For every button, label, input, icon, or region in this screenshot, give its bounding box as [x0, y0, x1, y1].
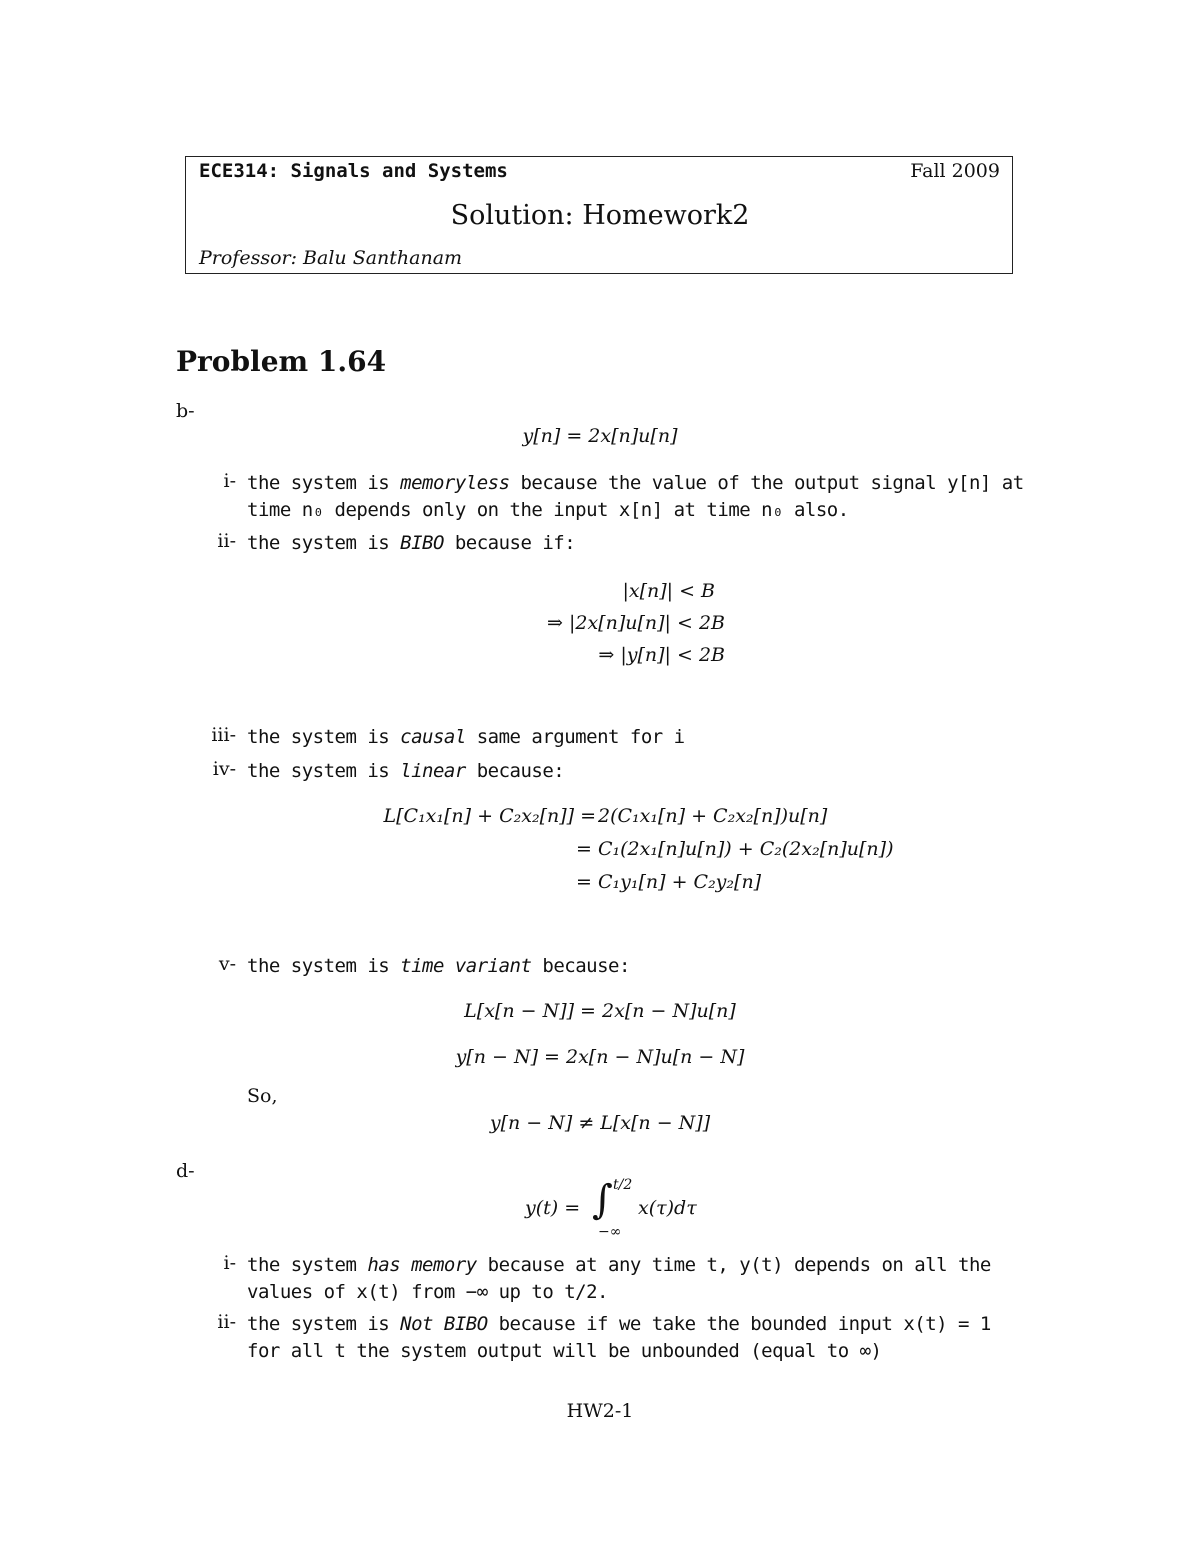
tv-eq-1: L[x[n − N]] = 2x[n − N]u[n]: [464, 1000, 736, 1022]
linear-eq-rhs-3: = C₁y₁[n] + C₂y₂[n]: [576, 871, 762, 893]
tv-eq-2: y[n − N] = 2x[n − N]u[n − N]: [455, 1046, 745, 1068]
item-label: iv-: [212, 758, 236, 780]
item-text-not-bibo: the system is Not BIBO because if we take the bounded input x(t) = 1 for all t the system output will be unbounded (equal to ∞): [247, 1313, 991, 1362]
item-text-time-variant: the system is time variant because:: [247, 955, 630, 977]
integral-upper-limit: t/2: [613, 1177, 633, 1193]
item-label: ii-: [217, 1311, 236, 1333]
part-b-equation: y[n] = 2x[n]u[n]: [522, 425, 678, 447]
linear-eq-lhs: L[C₁x₁[n] + C₂x₂[n]] =: [383, 805, 596, 827]
bibo-eq-2: ⇒ |2x[n]u[n]| < 2B: [547, 612, 725, 634]
document-title: Solution: Homework2: [450, 200, 750, 231]
professor: Professor: Balu Santhanam: [199, 247, 463, 269]
bibo-eq-3: ⇒ |y[n]| < 2B: [598, 644, 725, 666]
page-footer: HW2-1: [566, 1400, 634, 1422]
term: Fall 2009: [910, 160, 1000, 182]
item-text-bibo: the system is BIBO because if:: [247, 532, 576, 554]
course-title: ECE314: Signals and Systems: [199, 160, 508, 182]
integrand: x(τ)dτ: [638, 1197, 697, 1219]
item-label: v-: [218, 953, 236, 975]
item-text-causal: the system is causal same argument for i: [247, 726, 685, 748]
item-text-has-memory: the system has memory because at any time t, y(t) depends on all the values of x(t) from −∞ up to t/2.: [247, 1254, 991, 1303]
part-b-label: b-: [176, 400, 195, 422]
item-label: i-: [223, 1252, 236, 1274]
integral-lower-limit: −∞: [598, 1224, 622, 1240]
item-label: iii-: [211, 724, 236, 746]
part-d-eq-lhs: y(t) =: [525, 1197, 581, 1219]
problem-heading: Problem 1.64: [176, 345, 387, 378]
part-d-label: d-: [176, 1160, 195, 1182]
linear-eq-rhs-1: 2(C₁x₁[n] + C₂x₂[n])u[n]: [598, 805, 828, 827]
item-label: i-: [223, 470, 236, 492]
linear-eq-rhs-2: = C₁(2x₁[n]u[n]) + C₂(2x₂[n]u[n]): [576, 838, 894, 860]
integral-sign: ∫: [592, 1177, 613, 1223]
item-text-memoryless: the system is memoryless because the value of the output signal y[n] at time n₀ depends only on the input x[n] at time n₀ also.: [247, 472, 1024, 521]
bibo-eq-1: |x[n]| < B: [622, 580, 715, 602]
item-text-linear: the system is linear because:: [247, 760, 565, 782]
tv-result: y[n − N] ≠ L[x[n − N]]: [489, 1112, 711, 1134]
item-label: ii-: [217, 530, 236, 552]
so-label: So,: [247, 1085, 278, 1107]
